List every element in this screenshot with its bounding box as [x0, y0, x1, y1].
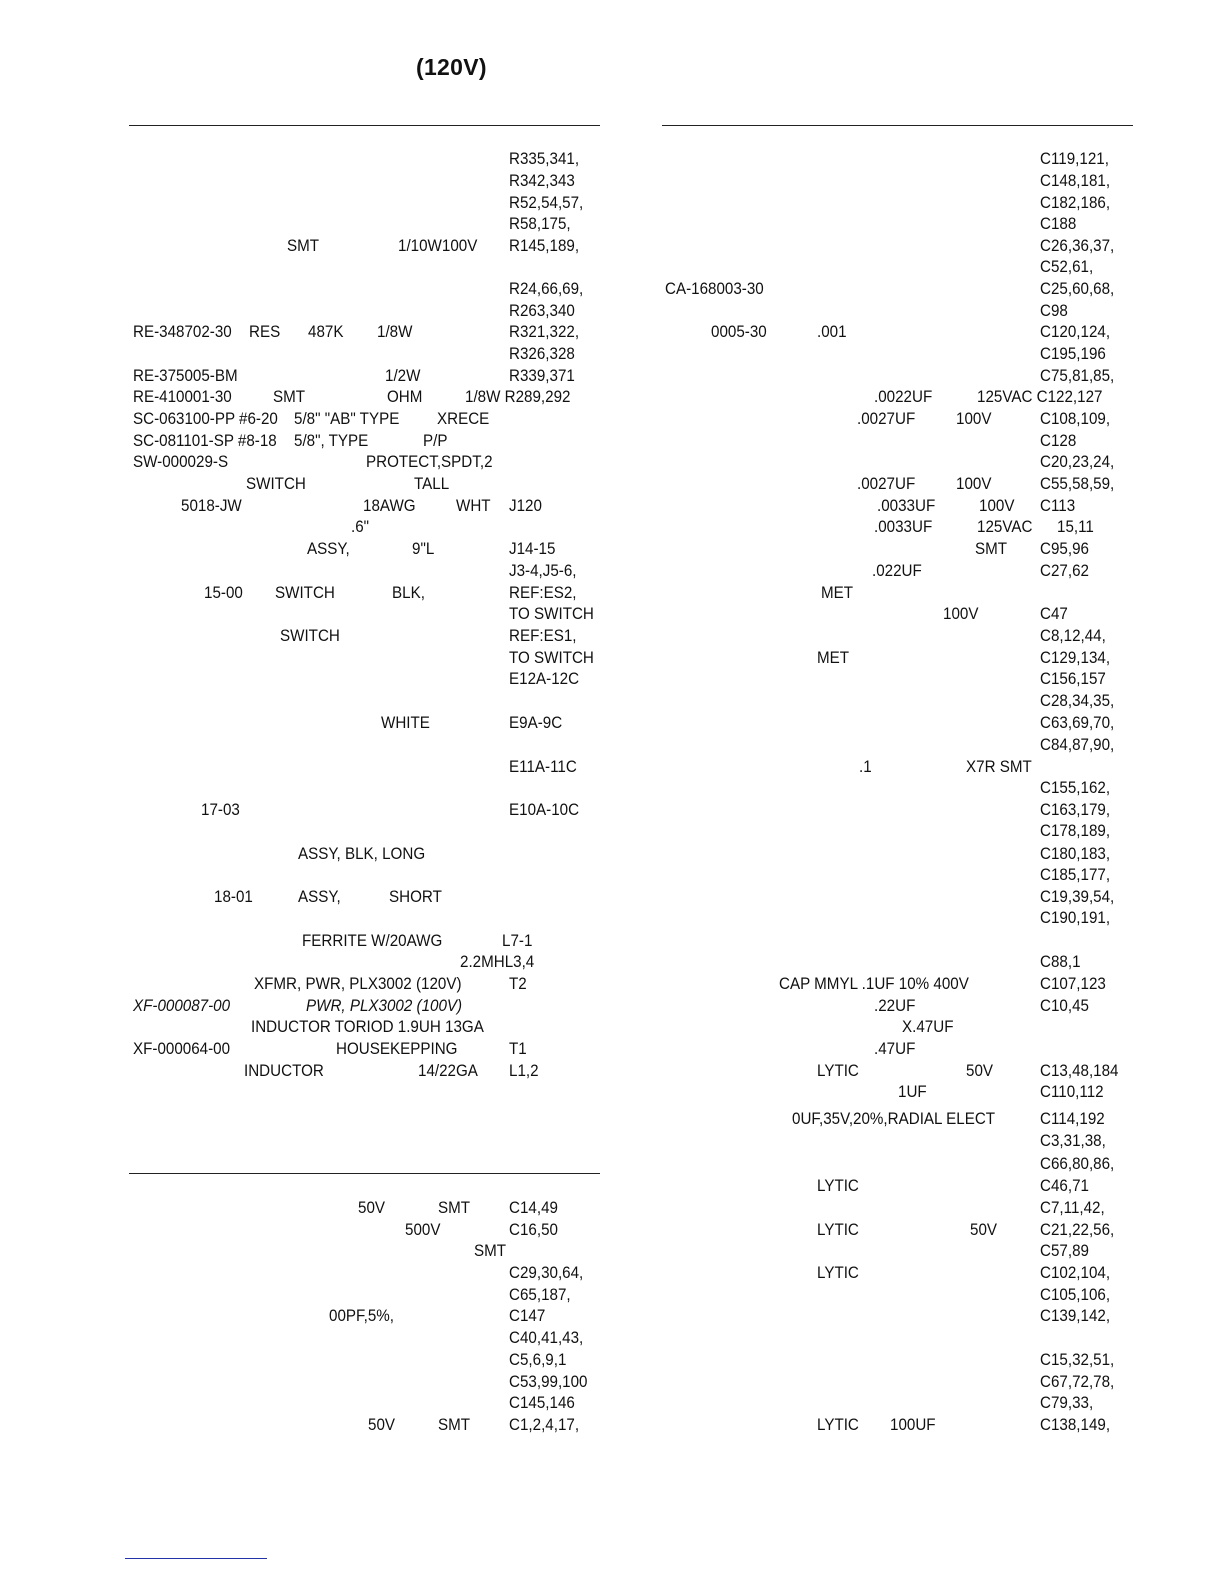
parts-list-cell: .001	[817, 323, 847, 341]
parts-list-cell: C148,181,	[1040, 172, 1111, 190]
parts-list-cell: C16,50	[509, 1221, 558, 1239]
parts-list-cell: E10A-10C	[509, 801, 580, 819]
parts-list-cell: C5,6,9,1	[509, 1351, 567, 1369]
parts-list-cell: 1/10W100V	[398, 237, 478, 255]
parts-list-cell: SHORT	[389, 888, 442, 906]
parts-list-cell: XF-000087-00	[133, 997, 231, 1015]
left-lower-section-rule	[129, 1173, 600, 1174]
parts-list-cell: WHITE	[381, 714, 430, 732]
parts-list-cell: C46,71	[1040, 1177, 1089, 1195]
parts-list-cell: INDUCTOR	[244, 1062, 324, 1080]
parts-list-cell: R263,340	[509, 302, 575, 320]
parts-list-cell: C147	[509, 1307, 546, 1325]
parts-list-cell: CAP MMYL .1UF 10% 400V	[779, 975, 969, 993]
parts-list-cell: 1/8W R289,292	[465, 388, 571, 406]
parts-list-cell: C79,33,	[1040, 1394, 1094, 1412]
footer-link-underline	[125, 1558, 267, 1559]
parts-list-cell: C55,58,59,	[1040, 475, 1115, 493]
parts-list-cell: 18-01	[214, 888, 253, 906]
parts-list-cell: .6"	[351, 518, 370, 536]
parts-list-cell: BLK,	[392, 584, 425, 602]
parts-list-cell: E11A-11C	[509, 758, 577, 776]
parts-list-cell: 50V	[966, 1062, 994, 1080]
parts-list-cell: MET	[821, 584, 854, 602]
parts-list-cell: X.47UF	[902, 1018, 954, 1036]
parts-list-cell: .022UF	[872, 562, 922, 580]
parts-list-cell: C13,48,184	[1040, 1062, 1119, 1080]
parts-list-cell: R335,341,	[509, 150, 580, 168]
parts-list-cell: C195,196	[1040, 345, 1106, 363]
parts-list-cell: C66,80,86,	[1040, 1155, 1115, 1173]
parts-list-cell: 0UF,35V,20%,RADIAL ELECT	[792, 1110, 996, 1128]
parts-list-cell: 5018-JW	[181, 497, 242, 515]
parts-list-cell: RES	[249, 323, 281, 341]
parts-list-cell: 487K	[308, 323, 344, 341]
parts-list-cell: P/P	[423, 432, 448, 450]
parts-list-cell: CA-168003-30	[665, 280, 764, 298]
parts-list-cell: REF:ES1,	[509, 627, 577, 645]
parts-list-cell: C120,124,	[1040, 323, 1111, 341]
parts-list-cell: REF:ES2,	[509, 584, 577, 602]
parts-list-cell: C190,191,	[1040, 909, 1111, 927]
parts-list-cell: XRECE	[437, 410, 490, 428]
parts-list-cell: SMT	[438, 1416, 471, 1434]
parts-list-cell: C107,123	[1040, 975, 1106, 993]
parts-list-cell: C27,62	[1040, 562, 1089, 580]
parts-list-cell: L7-1	[502, 932, 533, 950]
parts-list-cell: C26,36,37,	[1040, 237, 1115, 255]
parts-list-cell: ASSY,	[298, 888, 341, 906]
parts-list-cell: LYTIC	[817, 1221, 859, 1239]
parts-list-cell: C145,146	[509, 1394, 575, 1412]
parts-list-cell: 100UF	[890, 1416, 936, 1434]
parts-list-cell: TO SWITCH	[509, 605, 594, 623]
parts-list-cell: HOUSEKEPPING	[336, 1040, 458, 1058]
parts-list-cell: ASSY, BLK, LONG	[298, 845, 426, 863]
parts-list-cell: R339,371	[509, 367, 575, 385]
parts-list-cell: C113	[1040, 497, 1076, 515]
parts-list-cell: ASSY,	[307, 540, 350, 558]
parts-list-cell: SC-081101-SP #8-18	[133, 432, 277, 450]
parts-list-cell: .0027UF	[857, 410, 916, 428]
parts-list-cell: C53,99,100	[509, 1373, 588, 1391]
parts-list-cell: R58,175,	[509, 215, 571, 233]
parts-list-cell: C98	[1040, 302, 1068, 320]
parts-list-cell: 15,11	[1057, 518, 1094, 536]
parts-list-cell: .1	[859, 758, 872, 776]
parts-list-cell: 5/8" "AB" TYPE	[294, 410, 400, 428]
parts-list-cell: 125VAC C122,127	[977, 388, 1103, 406]
parts-list-cell: 125VAC	[977, 518, 1033, 536]
parts-list-cell: L1,2	[509, 1062, 539, 1080]
parts-list-cell: RE-348702-30	[133, 323, 232, 341]
parts-list-cell: .0027UF	[857, 475, 916, 493]
parts-list-cell: .47UF	[874, 1040, 916, 1058]
parts-list-cell: X7R SMT	[966, 758, 1032, 776]
parts-list-cell: .0033UF	[874, 518, 933, 536]
parts-list-cell: SMT	[438, 1199, 471, 1217]
parts-list-cell: 1/8W	[377, 323, 413, 341]
parts-list-cell: RE-410001-30	[133, 388, 232, 406]
parts-list-cell: R321,322,	[509, 323, 580, 341]
parts-list-cell: C178,189,	[1040, 822, 1111, 840]
parts-list-cell: 100V	[956, 475, 992, 493]
parts-list-cell: C139,142,	[1040, 1307, 1111, 1325]
parts-list-cell: C114,192	[1040, 1110, 1105, 1128]
parts-list-cell: SMT	[273, 388, 306, 406]
parts-list-cell: SW-000029-S	[133, 453, 229, 471]
parts-list-cell: 00PF,5%,	[329, 1307, 394, 1325]
parts-list-cell: 500V	[405, 1221, 441, 1239]
parts-list-cell: LYTIC	[817, 1416, 859, 1434]
parts-list-cell: C65,187,	[509, 1286, 571, 1304]
parts-list-cell: 100V	[943, 605, 979, 623]
parts-list-cell: T1	[509, 1040, 527, 1058]
parts-list-cell: J120	[509, 497, 542, 515]
parts-list-cell: C138,149,	[1040, 1416, 1111, 1434]
parts-list-cell: C40,41,43,	[509, 1329, 584, 1347]
parts-list-cell: 50V	[970, 1221, 998, 1239]
parts-list-cell: C163,179,	[1040, 801, 1111, 819]
parts-list-cell: SMT	[287, 237, 320, 255]
parts-list-cell: R24,66,69,	[509, 280, 584, 298]
parts-list-cell: R145,189,	[509, 237, 580, 255]
parts-list-cell: PWR, PLX3002 (100V)	[306, 997, 463, 1015]
parts-list-cell: T2	[509, 975, 527, 993]
parts-list-cell: 50V	[368, 1416, 396, 1434]
parts-list-cell: SWITCH	[246, 475, 306, 493]
parts-list-cell: 9"L	[412, 540, 435, 558]
parts-list-cell: C110,112	[1040, 1083, 1104, 1101]
parts-list-cell: C156,157	[1040, 670, 1106, 688]
parts-list-cell: TO SWITCH	[509, 649, 594, 667]
parts-list-cell: C7,11,42,	[1040, 1199, 1105, 1217]
parts-list-cell: .0022UF	[874, 388, 933, 406]
parts-list-cell: C21,22,56,	[1040, 1221, 1115, 1239]
parts-list-cell: .0033UF	[877, 497, 936, 515]
parts-list-cell: C108,109,	[1040, 410, 1111, 428]
parts-list-cell: 17-03	[201, 801, 240, 819]
parts-list-cell: C188	[1040, 215, 1077, 233]
parts-list-cell: 1/2W	[385, 367, 421, 385]
parts-list-cell: C155,162,	[1040, 779, 1111, 797]
parts-list-cell: C180,183,	[1040, 845, 1111, 863]
parts-list-cell: R52,54,57,	[509, 194, 584, 212]
parts-list-cell: E9A-9C	[509, 714, 563, 732]
parts-list-cell: XFMR, PWR, PLX3002 (120V)	[254, 975, 462, 993]
parts-list-cell: 18AWG	[363, 497, 416, 515]
parts-list-cell: J3-4,J5-6,	[509, 562, 577, 580]
parts-list-cell: PROTECT,SPDT,2	[366, 453, 493, 471]
parts-list-cell: C1,2,4,17,	[509, 1416, 580, 1434]
parts-list-cell: C10,45	[1040, 997, 1089, 1015]
parts-list-cell: C3,31,38,	[1040, 1132, 1106, 1150]
left-section-rule	[129, 125, 600, 126]
parts-list-cell: C119,121,	[1040, 150, 1109, 168]
parts-list-cell: E12A-12C	[509, 670, 580, 688]
parts-list-cell: C67,72,78,	[1040, 1373, 1115, 1391]
parts-list-cell: 100V	[956, 410, 992, 428]
parts-list-cell: C102,104,	[1040, 1264, 1111, 1282]
parts-list-cell: C25,60,68,	[1040, 280, 1115, 298]
parts-list-cell: C20,23,24,	[1040, 453, 1115, 471]
parts-list-cell: C28,34,35,	[1040, 692, 1115, 710]
parts-list-cell: C47	[1040, 605, 1068, 623]
parts-list-cell: C128	[1040, 432, 1077, 450]
parts-list-cell: C185,177,	[1040, 866, 1111, 884]
parts-list-cell: C84,87,90,	[1040, 736, 1115, 754]
parts-list-cell: SC-063100-PP #6-20	[133, 410, 278, 428]
parts-list-cell: LYTIC	[817, 1264, 859, 1282]
parts-list-cell: RE-375005-BM	[133, 367, 238, 385]
parts-list-cell: C95,96	[1040, 540, 1089, 558]
parts-list-cell: C129,134,	[1040, 649, 1111, 667]
parts-list-cell: FERRITE W/20AWG	[302, 932, 443, 950]
parts-list-cell: C52,61,	[1040, 258, 1094, 276]
parts-list-cell: 50V	[358, 1199, 386, 1217]
parts-list-cell: R342,343	[509, 172, 575, 190]
parts-list-cell: TALL	[414, 475, 450, 493]
parts-list-cell: 14/22GA	[418, 1062, 478, 1080]
parts-list-cell: C75,81,85,	[1040, 367, 1115, 385]
parts-list-cell: .22UF	[874, 997, 916, 1015]
parts-list-cell: 15-00	[204, 584, 243, 602]
parts-list-cell: J14-15	[509, 540, 556, 558]
parts-list-cell: SMT	[975, 540, 1008, 558]
parts-list-cell: MET	[817, 649, 850, 667]
parts-list-cell: R326,328	[509, 345, 575, 363]
parts-list-cell: C19,39,54,	[1040, 888, 1115, 906]
parts-list-cell: C63,69,70,	[1040, 714, 1115, 732]
parts-list-cell: 5/8", TYPE	[294, 432, 369, 450]
parts-list-cell: XF-000064-00	[133, 1040, 231, 1058]
parts-list-cell: SWITCH	[275, 584, 335, 602]
parts-list-cell: LYTIC	[817, 1062, 859, 1080]
page-title: (120V)	[416, 54, 487, 80]
parts-list-cell: C14,49	[509, 1199, 558, 1217]
parts-list-cell: 2.2MHL3,4	[460, 953, 535, 971]
parts-list-cell: C57,89	[1040, 1242, 1089, 1260]
parts-list-cell: C88,1	[1040, 953, 1081, 971]
parts-list-cell: C105,106,	[1040, 1286, 1111, 1304]
parts-list-cell: C15,32,51,	[1040, 1351, 1115, 1369]
parts-list-cell: 100V	[979, 497, 1015, 515]
parts-list-cell: OHM	[387, 388, 423, 406]
parts-list-cell: C29,30,64,	[509, 1264, 584, 1282]
right-section-rule	[662, 125, 1133, 126]
parts-list-cell: C8,12,44,	[1040, 627, 1106, 645]
parts-list-cell: INDUCTOR TORIOD 1.9UH 13GA	[251, 1018, 484, 1036]
parts-list-cell: SMT	[474, 1242, 507, 1260]
parts-list-cell: SWITCH	[280, 627, 340, 645]
parts-list-cell: LYTIC	[817, 1177, 859, 1195]
parts-list-cell: 0005-30	[711, 323, 767, 341]
parts-list-cell: WHT	[456, 497, 491, 515]
parts-list-cell: 1UF	[898, 1083, 927, 1101]
parts-list-cell: C182,186,	[1040, 194, 1111, 212]
